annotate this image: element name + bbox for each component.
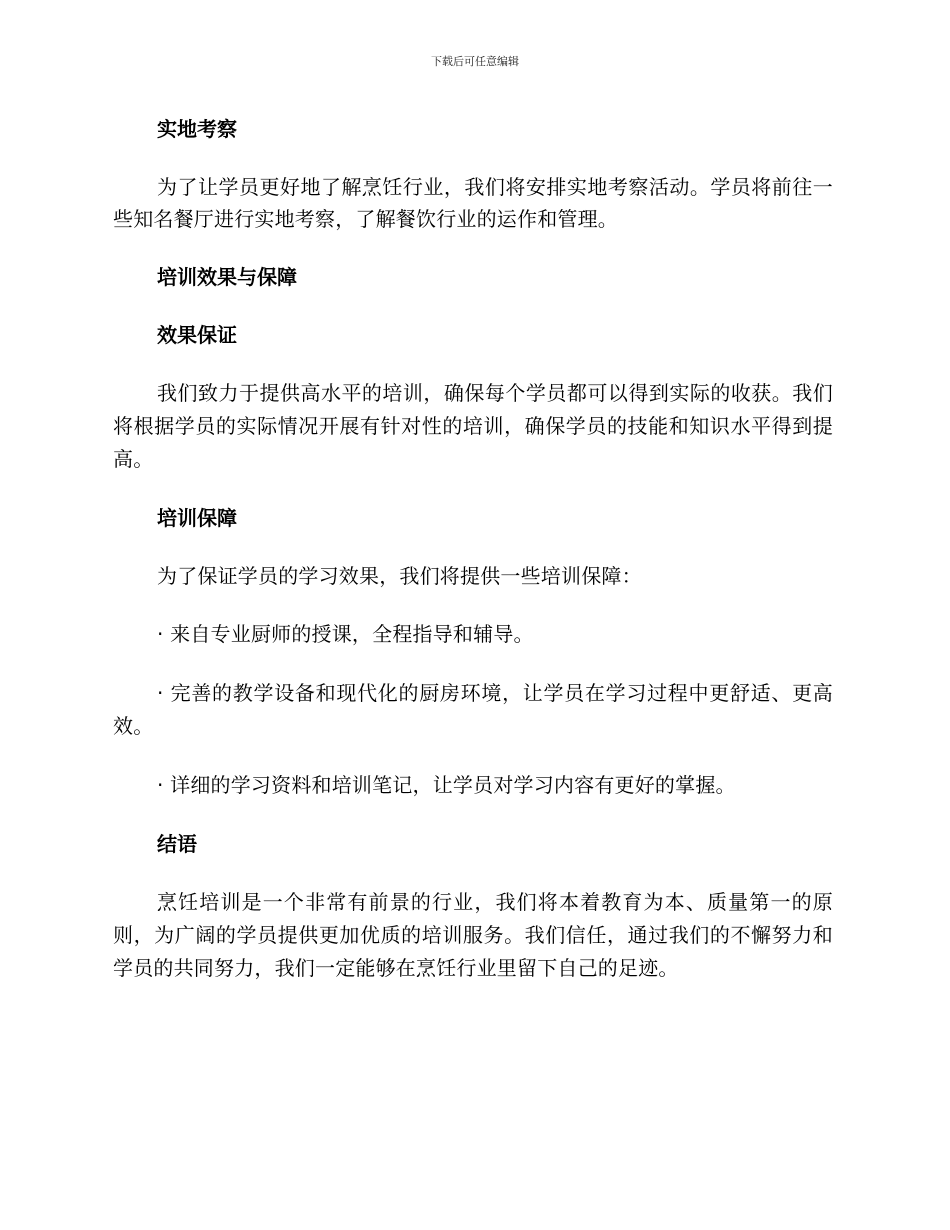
paragraph-training-guarantee-intro: 为了保证学员的学习效果，我们将提供一些培训保障： [157,564,642,588]
paragraph-effect-guarantee: 我们致力于提供高水平的培训，确保每个学员都可以得到实际的收获。我们将根据学员的实际情况开展有针对性的培训，确保学员的技能和知识水平得到提高。 [113,381,833,471]
section-heading-effect-and-guarantee: 培训效果与保障 [157,265,297,289]
paragraph-conclusion: 烹饪培训是一个非常有前景的行业，我们将本着教育为本、质量第一的原则，为广阔的学员提供更加优质的培训服务。我们信任，通过我们的不懈努力和学员的共同努力，我们一定能够在烹饪行业里留下自己的足迹。 [113,890,833,980]
list-item: · 完善的教学设备和现代化的厨房环境，让学员在学习过程中更舒适、更高效。 [113,681,833,738]
section-heading-effect-guarantee: 效果保证 [157,323,237,347]
page-header-note: 下载后可任意编辑 [431,55,519,68]
section-heading-conclusion: 结语 [157,832,197,856]
paragraph-field-visit: 为了让学员更好地了解烹饪行业，我们将安排实地考察活动。学员将前往一些知名餐厅进行实地考察，了解餐饮行业的运作和管理。 [113,175,833,231]
section-heading-field-visit: 实地考察 [157,117,237,141]
document-body [113,113,833,1011]
section-heading-training-guarantee: 培训保障 [157,506,237,530]
list-item: · 来自专业厨师的授课，全程指导和辅导。 [157,622,534,646]
list-item: · 详细的学习资料和培训笔记，让学员对学习内容有更好的掌握。 [157,773,736,797]
